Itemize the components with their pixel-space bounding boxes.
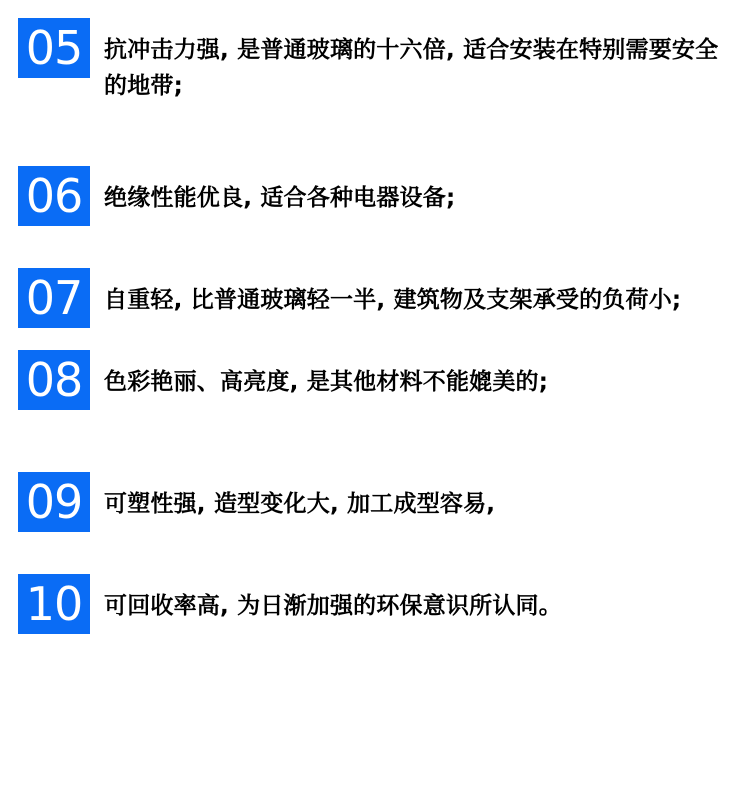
list-item-number-badge: 06 xyxy=(18,166,90,226)
spacer xyxy=(18,410,732,472)
list-item-text: 可回收率高, 为日渐加强的环保意识所认同。 xyxy=(104,593,562,619)
list-item-number-badge: 08 xyxy=(18,350,90,410)
list-item-text: 自重轻, 比普通玻璃轻一半, 建筑物及支架承受的负荷小; xyxy=(104,287,682,313)
list-item-number-badge: 09 xyxy=(18,472,90,532)
list-item xyxy=(18,472,732,532)
spacer xyxy=(18,104,732,166)
list-item-number-badge: 07 xyxy=(18,268,90,328)
spacer xyxy=(18,328,732,350)
list-item xyxy=(18,574,732,634)
list-item xyxy=(18,18,732,104)
list-item-number-badge: 10 xyxy=(18,574,90,634)
list-item-text: 绝缘性能优良, 适合各种电器设备; xyxy=(104,185,456,211)
list-item xyxy=(18,166,732,226)
list-item-text: 抗冲击力强, 是普通玻璃的十六倍, 适合安装在特别需要安全的地带; xyxy=(104,37,719,99)
list-item xyxy=(18,268,732,328)
list-item-text: 色彩艳丽、高亮度, 是其他材料不能媲美的; xyxy=(104,369,549,395)
list-item-number-badge: 05 xyxy=(18,18,90,78)
list-item-text: 可塑性强, 造型变化大, 加工成型容易, xyxy=(104,491,496,517)
list-item xyxy=(18,350,732,410)
spacer xyxy=(18,226,732,268)
spacer xyxy=(18,532,732,574)
